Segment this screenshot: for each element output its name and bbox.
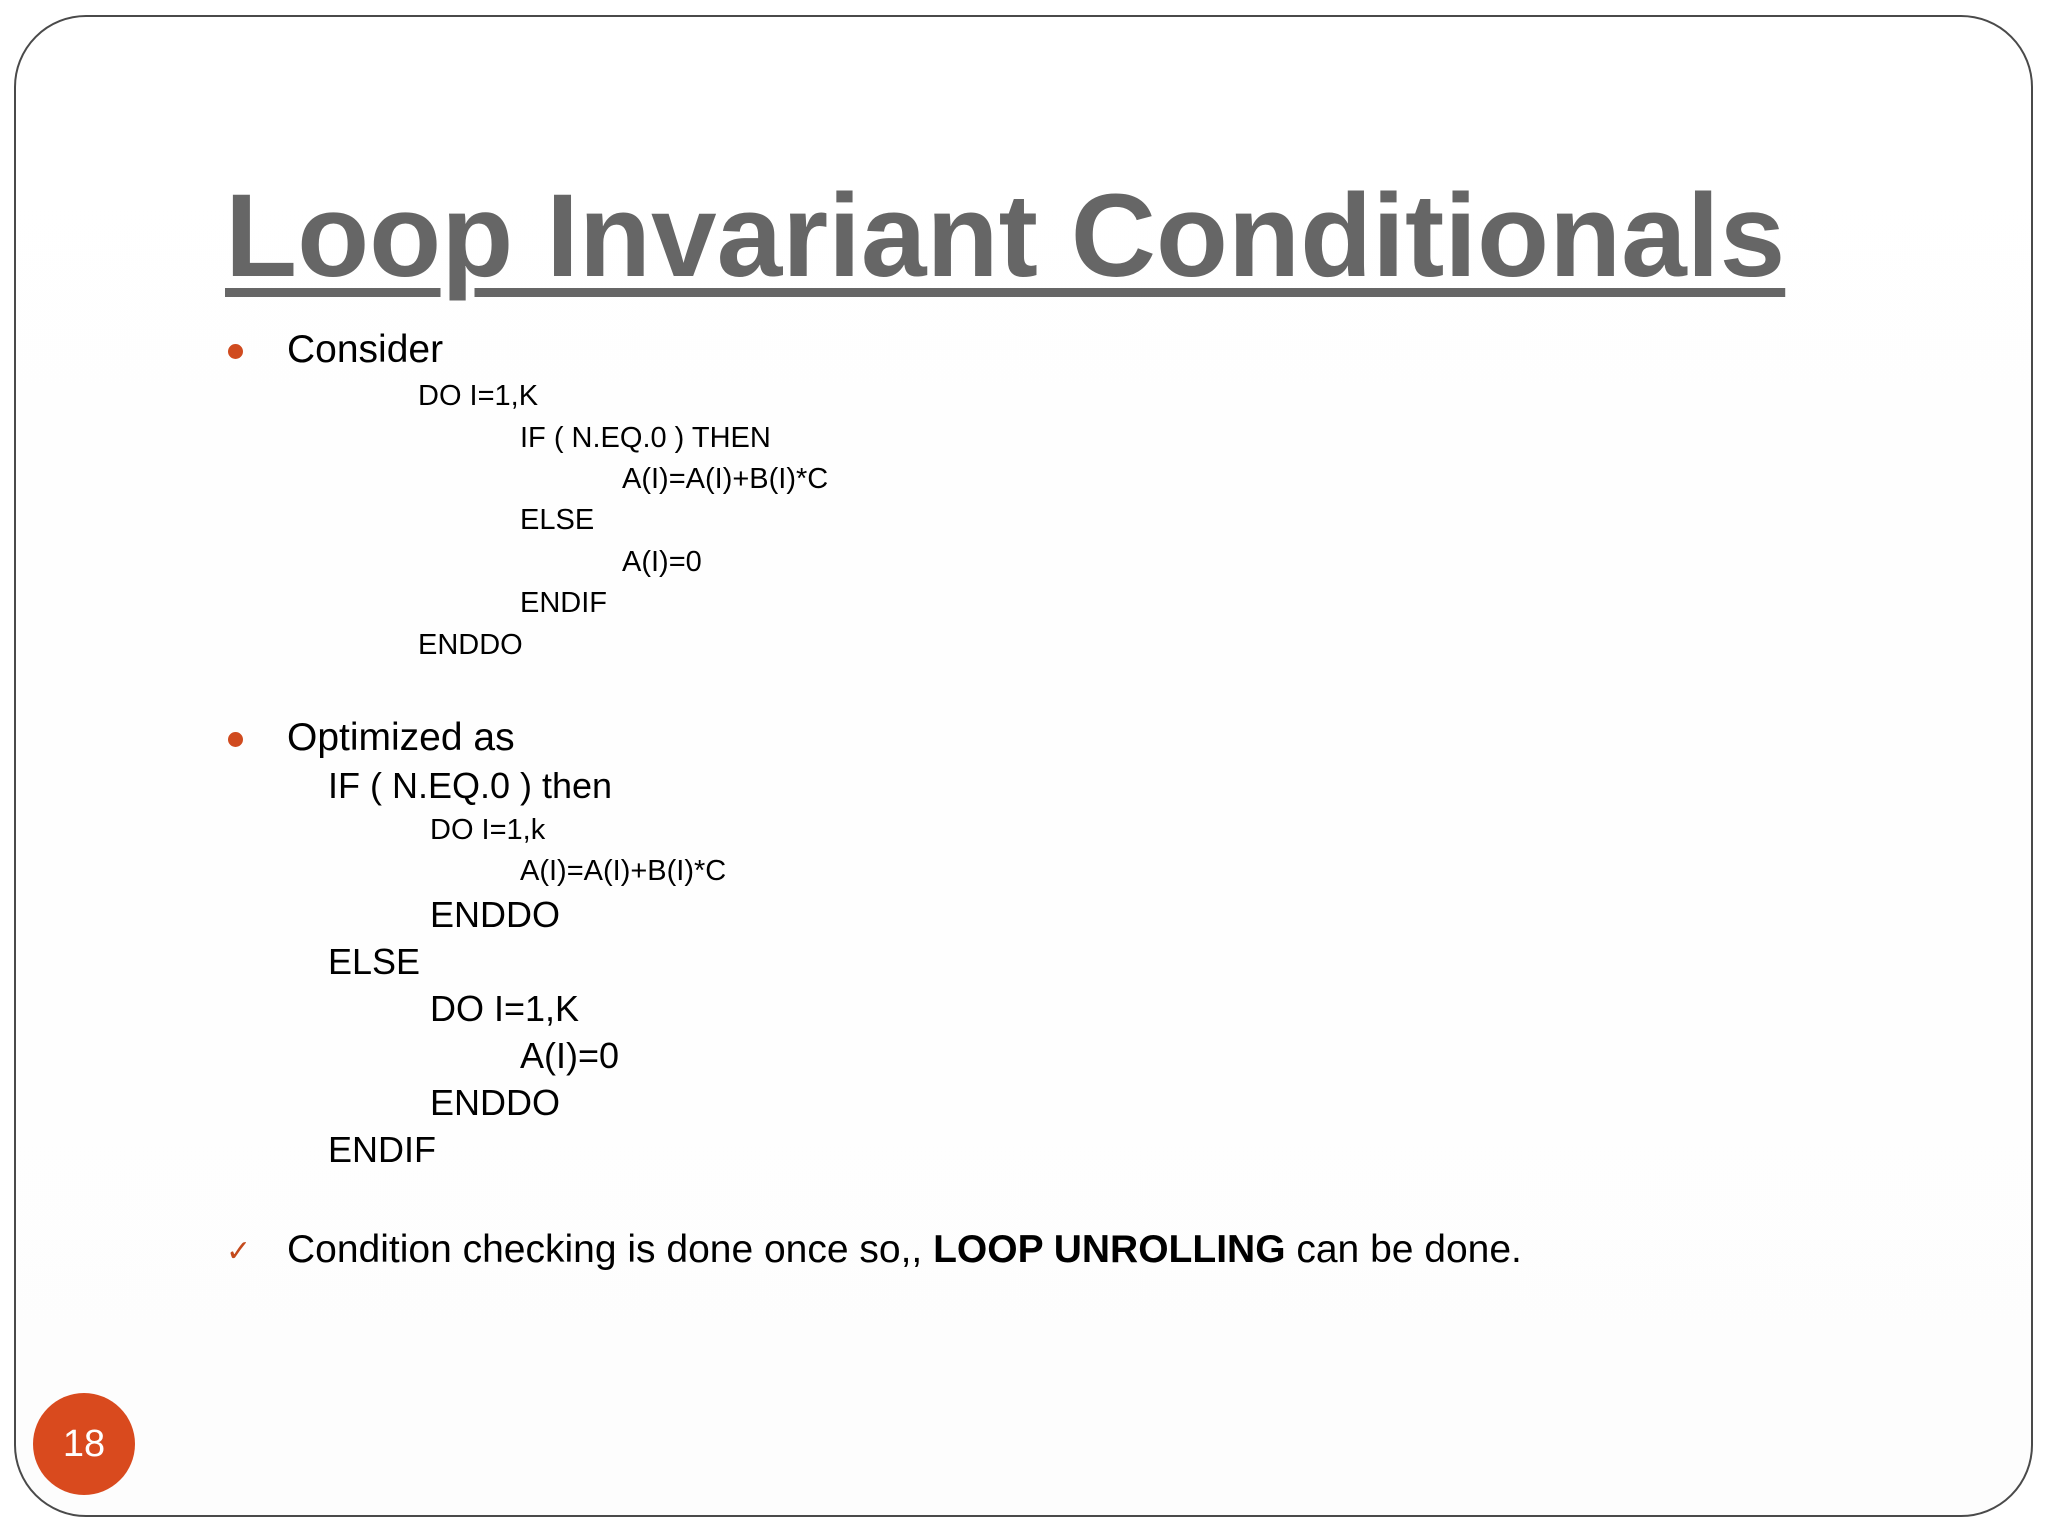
conclusion-text-bold: LOOP UNROLLING xyxy=(933,1228,1286,1271)
code-line: A(I)=A(I)+B(I)*C xyxy=(520,855,727,887)
code-line: ENDIF xyxy=(520,587,607,619)
conclusion-text-before: Condition checking is done once so,, xyxy=(287,1228,934,1271)
code-line: A(I)=0 xyxy=(622,546,702,578)
code-line: A(I)=0 xyxy=(520,1035,620,1076)
page-number-badge: 18 xyxy=(33,1393,135,1495)
conclusion-text xyxy=(287,1228,1522,1272)
code-line: ELSE xyxy=(328,941,421,982)
code-line: DO I=1,k xyxy=(430,814,546,846)
code-line: DO I=1,K xyxy=(418,380,539,412)
bullet-dot xyxy=(228,732,243,747)
code-line: ENDDO xyxy=(430,1082,561,1123)
checkmark-icon: ✓ xyxy=(226,1234,252,1269)
bullet-consider-text: Consider xyxy=(287,328,444,371)
code-line: ELSE xyxy=(520,504,595,536)
code-line: IF ( N.EQ.0 ) then xyxy=(328,765,613,806)
bullet-dot xyxy=(228,344,243,359)
code-line: IF ( N.EQ.0 ) THEN xyxy=(520,422,771,454)
code-line: ENDIF xyxy=(328,1129,436,1170)
bullet-optimized-text: Optimized as xyxy=(287,716,515,759)
code-line: ENDDO xyxy=(430,894,561,935)
code-line: ENDDO xyxy=(418,629,523,661)
code-line: DO I=1,K xyxy=(430,988,580,1029)
slide-title: Loop Invariant Conditionals xyxy=(225,170,1786,302)
code-line: A(I)=A(I)+B(I)*C xyxy=(622,463,829,495)
conclusion-text-after: can be done. xyxy=(1285,1228,1522,1271)
